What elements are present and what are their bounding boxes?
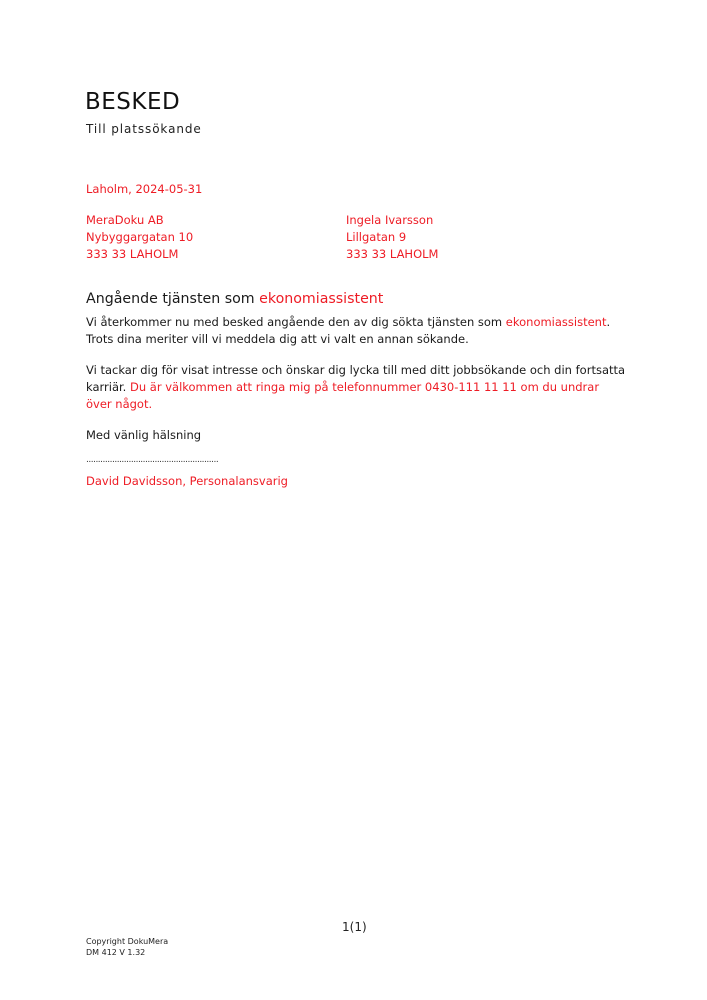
subject-line xyxy=(86,291,383,307)
signer-name: David Davidsson, Personalansvarig xyxy=(86,474,288,488)
paragraph-decision-position: ekonomiassistent xyxy=(505,315,607,329)
paragraph-decision-part2: . Trots dina meriter vill vi meddela dig att vi valt en annan sökande. xyxy=(86,315,611,346)
paragraph-decision-part1: Vi återkommer nu med besked angående den av dig sökta tjänsten som xyxy=(86,315,506,329)
footer-version: DM 412 V 1.32 xyxy=(86,948,146,957)
recipient-address xyxy=(346,212,438,263)
paragraph-thanks-contact: Du är välkommen att ringa mig på telefonnummer 0430-111 11 11 om du undrar över något. xyxy=(86,380,600,411)
paragraph-thanks xyxy=(86,362,626,413)
sender-postal: 333 33 LAHOLM xyxy=(86,247,179,261)
footer-copyright: Copyright DokuMera xyxy=(86,937,169,946)
paragraph-decision xyxy=(86,314,626,348)
sender-address xyxy=(86,212,193,263)
paragraph-thanks-part1: Vi tackar dig för visat intresse och önskar dig lycka till med ditt jobbsökande och din fortsatta karriär. xyxy=(86,363,626,394)
sender-name: MeraDoku AB xyxy=(86,213,164,227)
footer xyxy=(86,936,168,958)
recipient-name: Ingela Ivarsson xyxy=(346,213,434,227)
document-subtitle: Till platssökande xyxy=(86,122,202,136)
subject-position: ekonomiassistent xyxy=(259,291,384,307)
closing-greeting: Med vänlig hälsning xyxy=(86,428,202,442)
place-date: Laholm, 2024-05-31 xyxy=(86,182,203,196)
signature-line: ........................................................ xyxy=(86,455,219,465)
document-title: BESKED xyxy=(85,89,181,115)
sender-street: Nybyggargatan 10 xyxy=(86,230,194,244)
subject-prefix: Angående tjänsten som xyxy=(86,291,260,307)
recipient-street: Lillgatan 9 xyxy=(346,230,407,244)
recipient-postal: 333 33 LAHOLM xyxy=(346,247,439,261)
page-number: 1(1) xyxy=(342,920,367,934)
